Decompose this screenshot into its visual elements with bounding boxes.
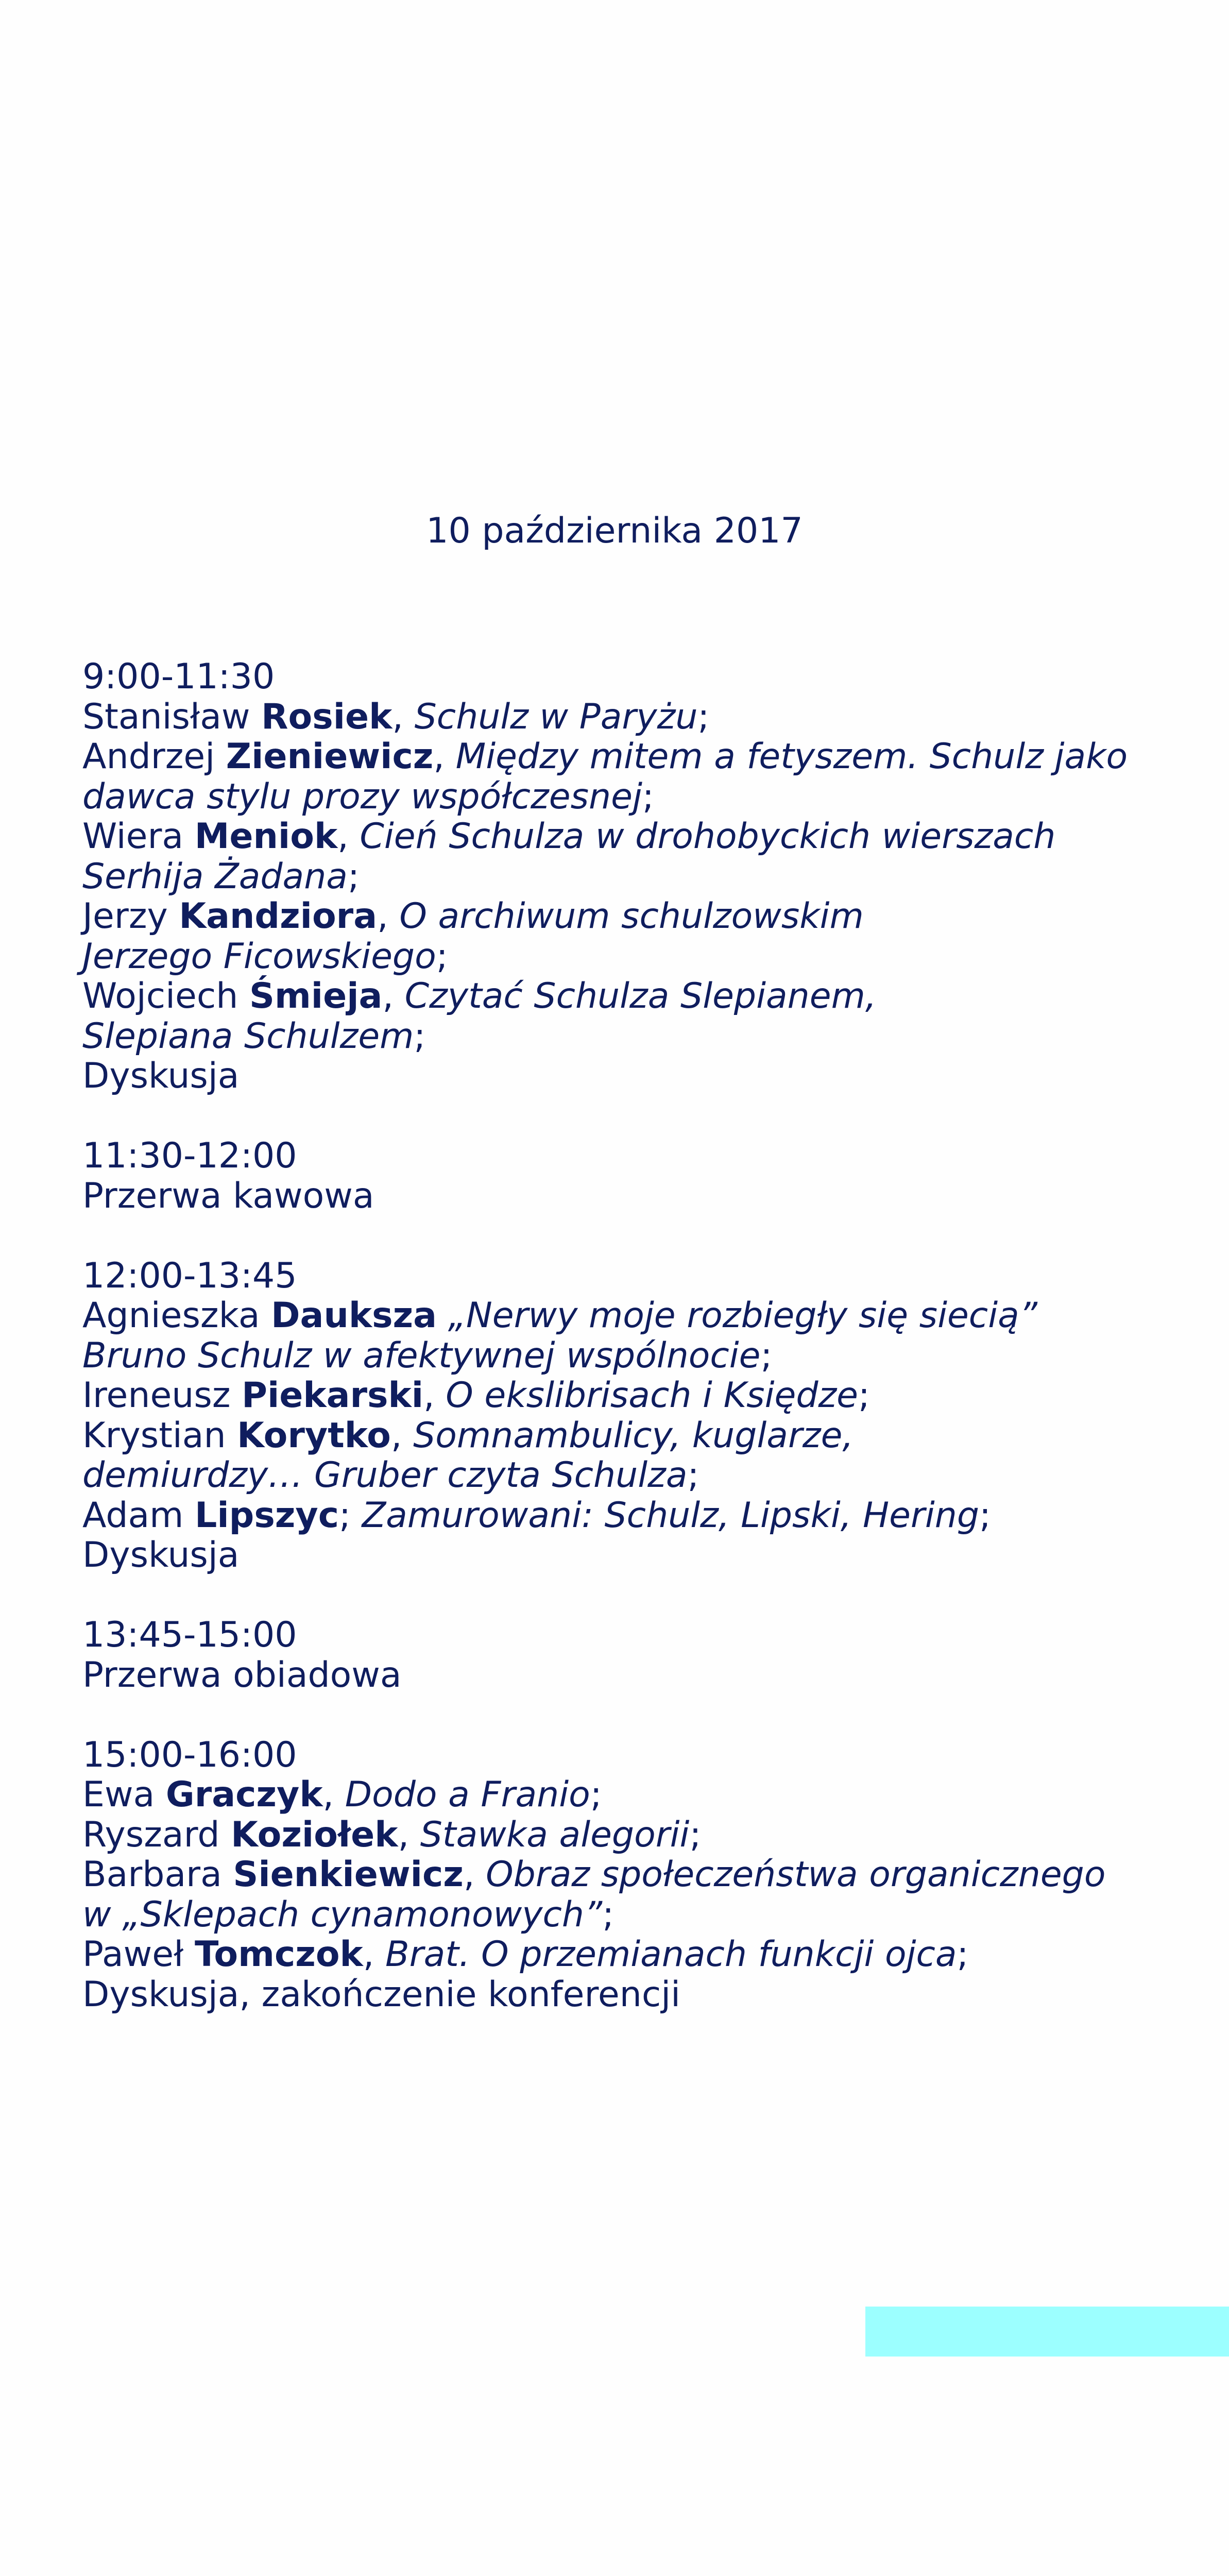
- talk-title: dawca stylu prozy współczesnej: [82, 776, 642, 817]
- program-list: [82, 657, 1190, 2055]
- program-entry: [82, 1376, 1190, 1416]
- program-entry: [82, 1455, 1190, 1496]
- text-segment: [437, 1295, 448, 1336]
- program-entry: [82, 817, 1190, 857]
- program-entry: [82, 1496, 1190, 1536]
- speaker-surname: Dauksza: [271, 1295, 437, 1336]
- program-entry: [82, 1176, 1190, 1216]
- text-segment: ,: [398, 1814, 420, 1855]
- program-session: [82, 1735, 1190, 2015]
- program-entry: [82, 1855, 1190, 1895]
- speaker-surname: Śmieja: [249, 976, 383, 1016]
- speaker-surname: Sienkiewicz: [233, 1854, 464, 1895]
- text-segment: ;: [697, 696, 710, 737]
- program-entry: [82, 697, 1190, 737]
- text-segment: ,: [423, 1375, 446, 1416]
- speaker-surname: Koziołek: [231, 1814, 398, 1855]
- program-entry: [82, 1815, 1190, 1855]
- text-segment: Dyskusja: [82, 1535, 240, 1575]
- text-segment: Przerwa obiadowa: [82, 1654, 402, 1696]
- text-segment: ,: [463, 1854, 486, 1895]
- talk-title: O archiwum schulzowskim: [399, 896, 864, 937]
- program-entry: [82, 1535, 1190, 1575]
- program-entry: [82, 937, 1190, 977]
- talk-title: Brat. O przemianach funkcji ojca: [385, 1934, 957, 1975]
- text-segment: Andrzej: [82, 736, 226, 777]
- text-segment: ;: [957, 1934, 969, 1975]
- text-segment: ,: [433, 736, 456, 777]
- text-segment: ,: [390, 1415, 414, 1456]
- text-segment: Wojciech: [82, 976, 249, 1016]
- speaker-surname: Tomczok: [195, 1934, 363, 1975]
- text-segment: ;: [687, 1455, 699, 1496]
- text-segment: ;: [414, 1015, 426, 1057]
- program-entry: [82, 1895, 1190, 1935]
- program-entry: [82, 1416, 1190, 1456]
- text-segment: Ireneusz: [82, 1375, 242, 1416]
- talk-title: w „Sklepach cynamonowych”: [82, 1894, 603, 1935]
- text-segment: ;: [339, 1495, 362, 1536]
- program-entry: [82, 737, 1190, 777]
- speaker-surname: Lipszyc: [195, 1495, 339, 1536]
- program-entry: [82, 857, 1190, 897]
- text-segment: Jerzy: [82, 896, 179, 937]
- program-entry: [82, 777, 1190, 817]
- text-segment: ;: [602, 1894, 614, 1935]
- speaker-surname: Graczyk: [165, 1774, 323, 1815]
- program-entry: [82, 1016, 1190, 1057]
- conference-date: 10 października 2017: [426, 511, 803, 551]
- session-time: 11:30-12:00: [82, 1136, 297, 1176]
- program-entry: [82, 1975, 1190, 2015]
- text-segment: Stanisław: [82, 696, 262, 737]
- text-segment: ;: [436, 936, 448, 977]
- text-segment: Agnieszka: [82, 1295, 271, 1336]
- session-time: 13:45-15:00: [82, 1615, 297, 1655]
- program-entry: [82, 1655, 1190, 1696]
- talk-title: Cień Schulza w drohobyckich wierszach: [360, 816, 1056, 857]
- program-session: [82, 1615, 1190, 1695]
- speaker-surname: Piekarski: [242, 1375, 424, 1416]
- text-segment: ,: [392, 696, 415, 737]
- speaker-surname: Rosiek: [261, 696, 392, 737]
- talk-title: O ekslibrisach i Księdze: [446, 1375, 859, 1416]
- text-segment: ;: [347, 856, 360, 897]
- session-time: 15:00-16:00: [82, 1734, 297, 1775]
- talk-title: Serhija Żadana: [82, 856, 348, 897]
- talk-title: Czytać Schulza Slepianem,: [404, 976, 877, 1016]
- text-segment: Paweł: [82, 1934, 195, 1975]
- program-entry: [82, 976, 1190, 1016]
- text-segment: ;: [760, 1335, 773, 1376]
- text-segment: Krystian: [82, 1415, 237, 1456]
- talk-title: demiurdzy… Gruber czyta Schulza: [82, 1455, 688, 1496]
- talk-title: Jerzego Ficowskiego: [82, 936, 436, 977]
- talk-title: Somnambulicy, kuglarze,: [413, 1415, 854, 1456]
- text-segment: Dyskusja: [82, 1056, 240, 1096]
- talk-title: Stawka alegorii: [420, 1814, 690, 1855]
- text-segment: Ryszard: [82, 1814, 231, 1855]
- speaker-surname: Korytko: [237, 1415, 391, 1456]
- session-time: 9:00-11:30: [82, 656, 275, 697]
- talk-title: Obraz społeczeństwa organicznego: [486, 1854, 1106, 1895]
- talk-title: Zamurowani: Schulz, Lipski, Hering: [362, 1495, 980, 1536]
- text-segment: ;: [979, 1495, 991, 1536]
- text-segment: Dyskusja, zakończenie konferencji: [82, 1974, 681, 2015]
- text-segment: Adam: [82, 1495, 195, 1536]
- speaker-surname: Zieniewicz: [226, 736, 434, 777]
- text-segment: ,: [382, 976, 405, 1016]
- text-segment: ,: [322, 1774, 345, 1815]
- text-segment: Przerwa kawowa: [82, 1175, 374, 1216]
- speaker-surname: Kandziora: [179, 896, 378, 937]
- text-segment: ;: [689, 1814, 702, 1855]
- program-entry: [82, 896, 1190, 937]
- talk-title: Schulz w Paryżu: [414, 696, 698, 737]
- program-entry: [82, 1056, 1190, 1096]
- program-entry: [82, 1336, 1190, 1376]
- talk-title: Między mitem a fetyszem. Schulz jako: [455, 736, 1128, 777]
- text-segment: ,: [377, 896, 400, 937]
- talk-title: Bruno Schulz w afektywnej wspólnocie: [82, 1335, 761, 1376]
- talk-title: Slepiana Schulzem: [82, 1015, 414, 1057]
- talk-title: „Nerwy moje rozbiegły się siecią”: [448, 1295, 1037, 1336]
- speaker-surname: Meniok: [194, 816, 338, 857]
- highlight-box: [865, 2307, 1229, 2357]
- text-segment: Wiera: [82, 816, 195, 857]
- program-session: [82, 1256, 1190, 1575]
- text-segment: ,: [363, 1934, 386, 1975]
- program-entry: [82, 1775, 1190, 1815]
- talk-title: Dodo a Franio: [345, 1774, 590, 1815]
- program-session: [82, 657, 1190, 1096]
- text-segment: Ewa: [82, 1774, 166, 1815]
- text-segment: ;: [590, 1774, 602, 1815]
- program-session: [82, 1136, 1190, 1216]
- text-segment: ;: [642, 776, 654, 817]
- text-segment: ,: [337, 816, 360, 857]
- text-segment: Barbara: [82, 1854, 233, 1895]
- program-entry: [82, 1296, 1190, 1336]
- program-entry: [82, 1935, 1190, 1975]
- session-time: 12:00-13:45: [82, 1255, 297, 1296]
- text-segment: ;: [858, 1375, 870, 1416]
